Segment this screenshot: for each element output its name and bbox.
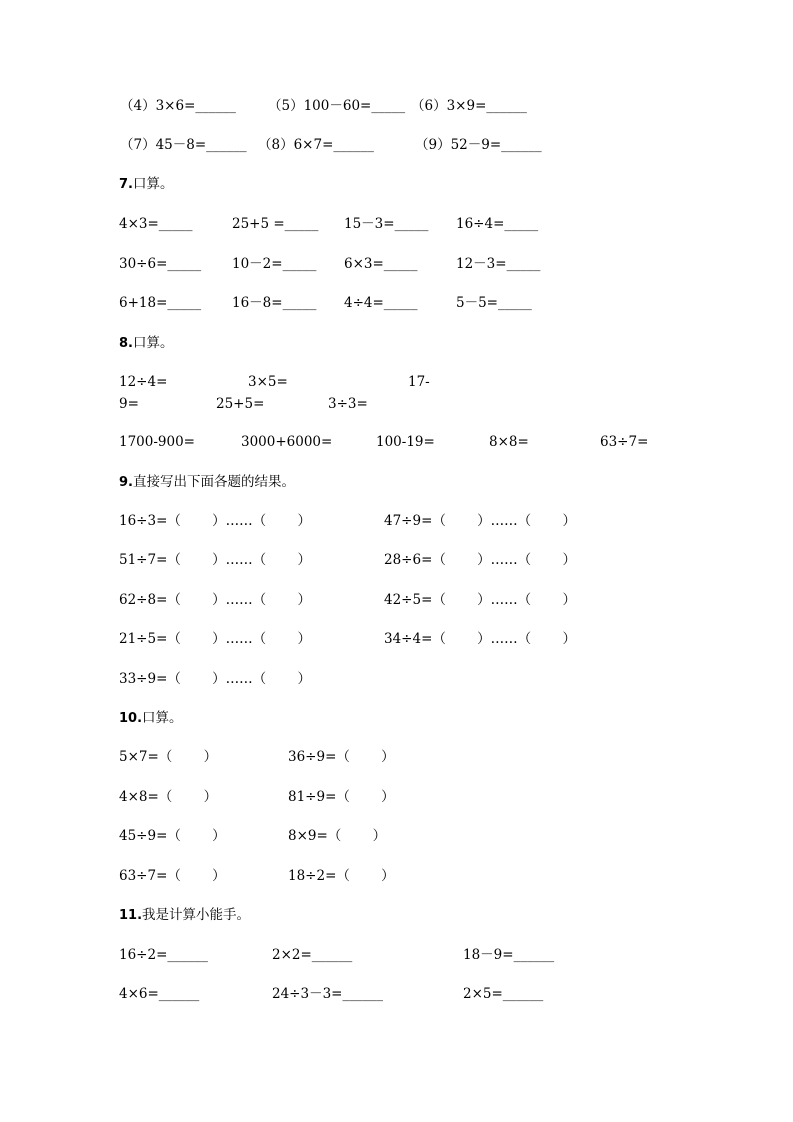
q9-item: 16÷3=（ ）……（ ） — [119, 513, 311, 529]
q7-item: 4÷4=_____ — [344, 295, 418, 311]
q7-item: 10－2=_____ — [232, 256, 317, 272]
question-number: 9. — [119, 475, 133, 490]
q11-item: 2×5=______ — [463, 986, 544, 1002]
q8-item: 100-19= — [376, 434, 435, 450]
problem-8: （8）6×7=______ — [258, 137, 374, 153]
q10-item: 81÷9=（ ） — [288, 789, 395, 805]
question-title: 口算。 — [132, 335, 174, 351]
q7-item: 16÷4=_____ — [456, 216, 539, 232]
q8-item: 17- — [408, 374, 430, 390]
problem-9: （9）52－9=______ — [415, 137, 542, 153]
q9-item: 28÷6=（ ）……（ ） — [384, 552, 576, 568]
q8-item: 63÷7= — [600, 434, 649, 450]
q7-item: 30÷6=_____ — [119, 256, 202, 272]
question-11-heading — [119, 906, 250, 925]
q7-item: 4×3=_____ — [119, 216, 193, 232]
q9-item: 47÷9=（ ）……（ ） — [384, 513, 576, 529]
q10-item: 18÷2=（ ） — [288, 868, 395, 884]
q8-item: 12÷4= — [119, 374, 168, 390]
q11-item: 24÷3－3=______ — [272, 986, 383, 1002]
q11-item: 4×6=______ — [119, 986, 200, 1002]
q7-item: 15－3=_____ — [344, 216, 429, 232]
question-7-heading — [119, 175, 173, 194]
q7-item: 25+5 =_____ — [232, 216, 319, 232]
q7-item: 5－5=_____ — [456, 295, 532, 311]
question-title: 口算。 — [142, 710, 183, 726]
q8-item: 3÷3= — [328, 396, 368, 412]
q9-item: 34÷4=（ ）……（ ） — [384, 631, 576, 647]
q10-item: 63÷7=（ ） — [119, 868, 226, 884]
q9-item: 21÷5=（ ）……（ ） — [119, 631, 311, 647]
q9-item: 51÷7=（ ）……（ ） — [119, 552, 311, 568]
q7-item: 6×3=_____ — [344, 256, 418, 272]
question-number: 7. — [119, 177, 133, 192]
q7-item: 12－3=_____ — [456, 256, 541, 272]
q8-item: 3×5= — [248, 374, 288, 390]
problem-6: （6）3×9=______ — [411, 98, 527, 114]
q10-item: 4×8=（ ） — [119, 789, 218, 805]
q8-item: 8×8= — [489, 434, 529, 450]
question-number: 8. — [119, 336, 133, 351]
q11-item: 2×2=______ — [272, 947, 353, 963]
q9-item: 42÷5=（ ）……（ ） — [384, 592, 576, 608]
q8-item: 3000+6000= — [241, 434, 333, 450]
q10-item: 45÷9=（ ） — [119, 828, 226, 844]
problem-4: （4）3×6=______ — [120, 98, 236, 114]
q10-item: 8×9=（ ） — [288, 828, 387, 844]
q9-item: 62÷8=（ ）……（ ） — [119, 592, 311, 608]
q8-item: 25+5= — [216, 396, 265, 412]
q11-item: 18－9=______ — [463, 947, 555, 963]
question-title: 直接写出下面各题的结果。 — [132, 474, 295, 490]
question-number: 10. — [119, 711, 143, 726]
q11-item: 16÷2=______ — [119, 947, 208, 963]
q7-item: 16－8=_____ — [232, 295, 317, 311]
q10-item: 5×7=（ ） — [119, 749, 218, 765]
question-9-heading — [119, 473, 295, 492]
q7-item: 6+18=_____ — [119, 295, 202, 311]
problem-7: （7）45－8=______ — [120, 137, 247, 153]
question-10-heading — [119, 709, 183, 728]
q9-item: 33÷9=（ ）……（ ） — [119, 671, 311, 687]
q10-item: 36÷9=（ ） — [288, 749, 395, 765]
problem-5: （5）100－60=_____ — [268, 98, 406, 114]
q8-item: 1700-900= — [119, 434, 195, 450]
q8-item: 9= — [119, 396, 139, 412]
question-title: 我是计算小能手。 — [142, 907, 251, 923]
question-number: 11. — [119, 908, 143, 923]
question-8-heading — [119, 334, 173, 353]
question-title: 口算。 — [132, 176, 174, 192]
